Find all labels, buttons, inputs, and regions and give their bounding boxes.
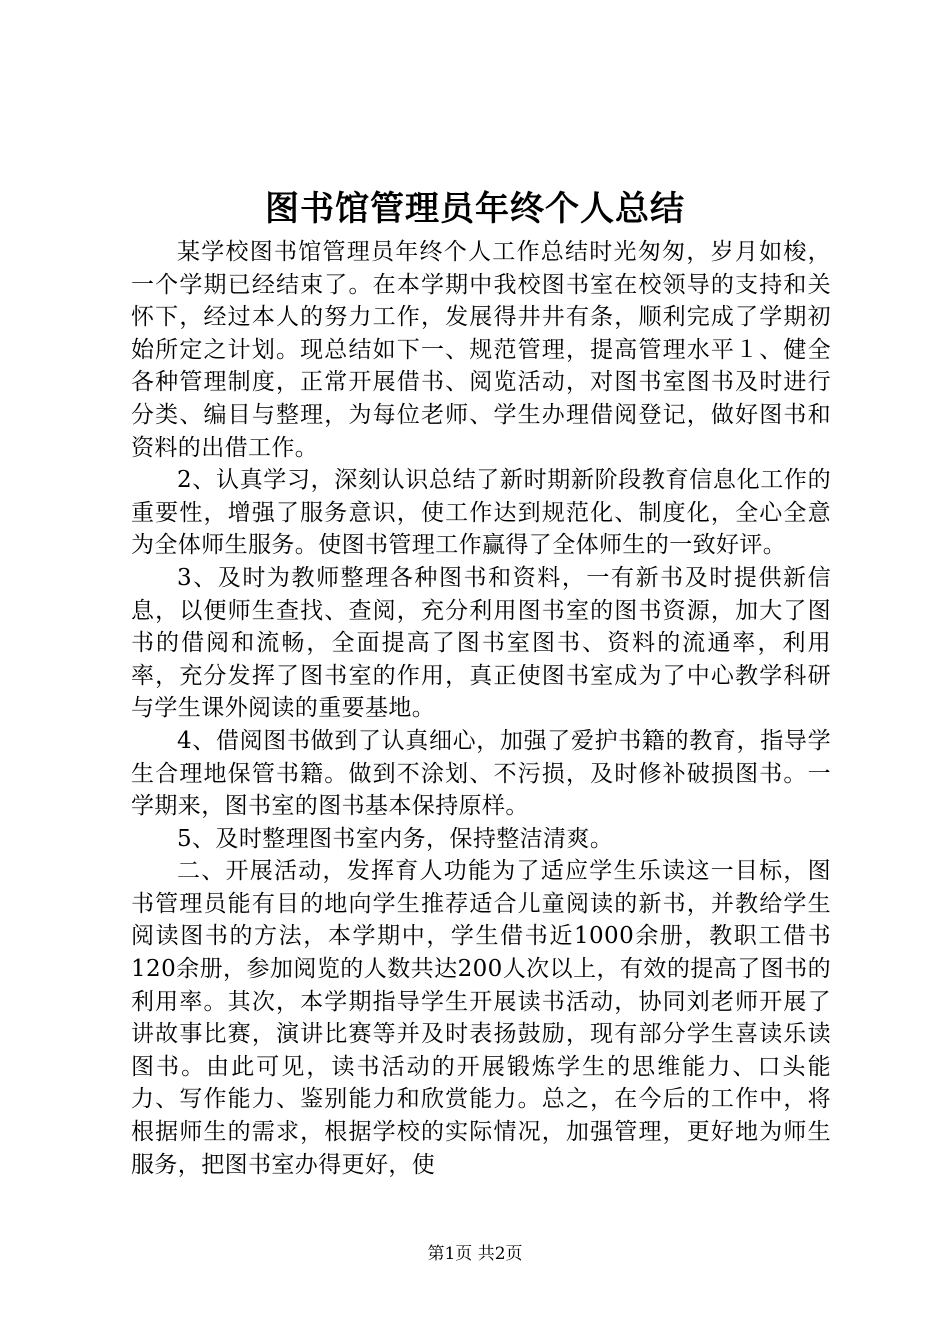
paragraph-section-2: 二、开展活动，发挥育人功能为了适应学生乐读这一目标，图书管理员能有目的地向学生推荐适合儿童阅读的新书，并教给学生阅读图书的方法，本学期中，学生借书近1000余册，教职工借书120余册，参加阅览的人数共达200人次以上，有效的提高了图书的利用率。其次，本学期指导学生开展读书活动，协同刘老师开展了讲故事比赛，演讲比赛等并及时表扬鼓励，现有部分学生喜读乐读图书。由此可见，读书活动的开展锻炼学生的思维能力、口头能力、写作能力、鉴别能力和欣赏能力。总之，在今后的工作中，将根据师生的需求，根据学校的实际情况，加强管理，更好地为师生服务，把图书室办得更好，使 [131,858,831,1178]
page-number-footer: 第1页 共2页 [427,1244,523,1264]
paragraph-item-3: 3、及时为教师整理各种图书和资料，一有新书及时提供新信息，以便师生查找、查阅，充分利用图书室的图书资源，加大了图书的借阅和流畅，全面提高了图书室图书、资料的流通率，利用率，充分发挥了图书室的作用，真正使图书室成为了中心教学科研与学生课外阅读的重要基地。 [131,564,831,722]
paragraph-item-4: 4、借阅图书做到了认真细心，加强了爱护书籍的教育，指导学生合理地保管书籍。做到不涂划、不污损，及时修补破损图书。一学期来，图书室的图书基本保持原样。 [131,727,831,820]
paragraph-intro: 某学校图书馆管理员年终个人工作总结时光匆匆，岁月如梭，一个学期已经结束了。在本学期中我校图书室在校领导的支持和关怀下，经过本人的努力工作，发展得井井有条，顺利完成了学期初始所定之计划。现总结如下一、规范管理，提高管理水平１、健全各种管理制度，正常开展借书、阅览活动，对图书室图书及时进行分类、编目与整理，为每位老师、学生办理借阅登记，做好图书和资料的出借工作。 [131,239,831,461]
paragraph-item-5: 5、及时整理图书室内务，保持整洁清爽。 [177,825,614,852]
document-title: 图书馆管理员年终个人总结 [265,189,685,229]
paragraph-item-2: 2、认真学习，深刻认识总结了新时期新阶段教育信息化工作的重要性，增强了服务意识，使工作达到规范化、制度化，全心全意为全体师生服务。使图书管理工作赢得了全体师生的一致好评。 [131,467,831,559]
document-body [131,236,831,1181]
